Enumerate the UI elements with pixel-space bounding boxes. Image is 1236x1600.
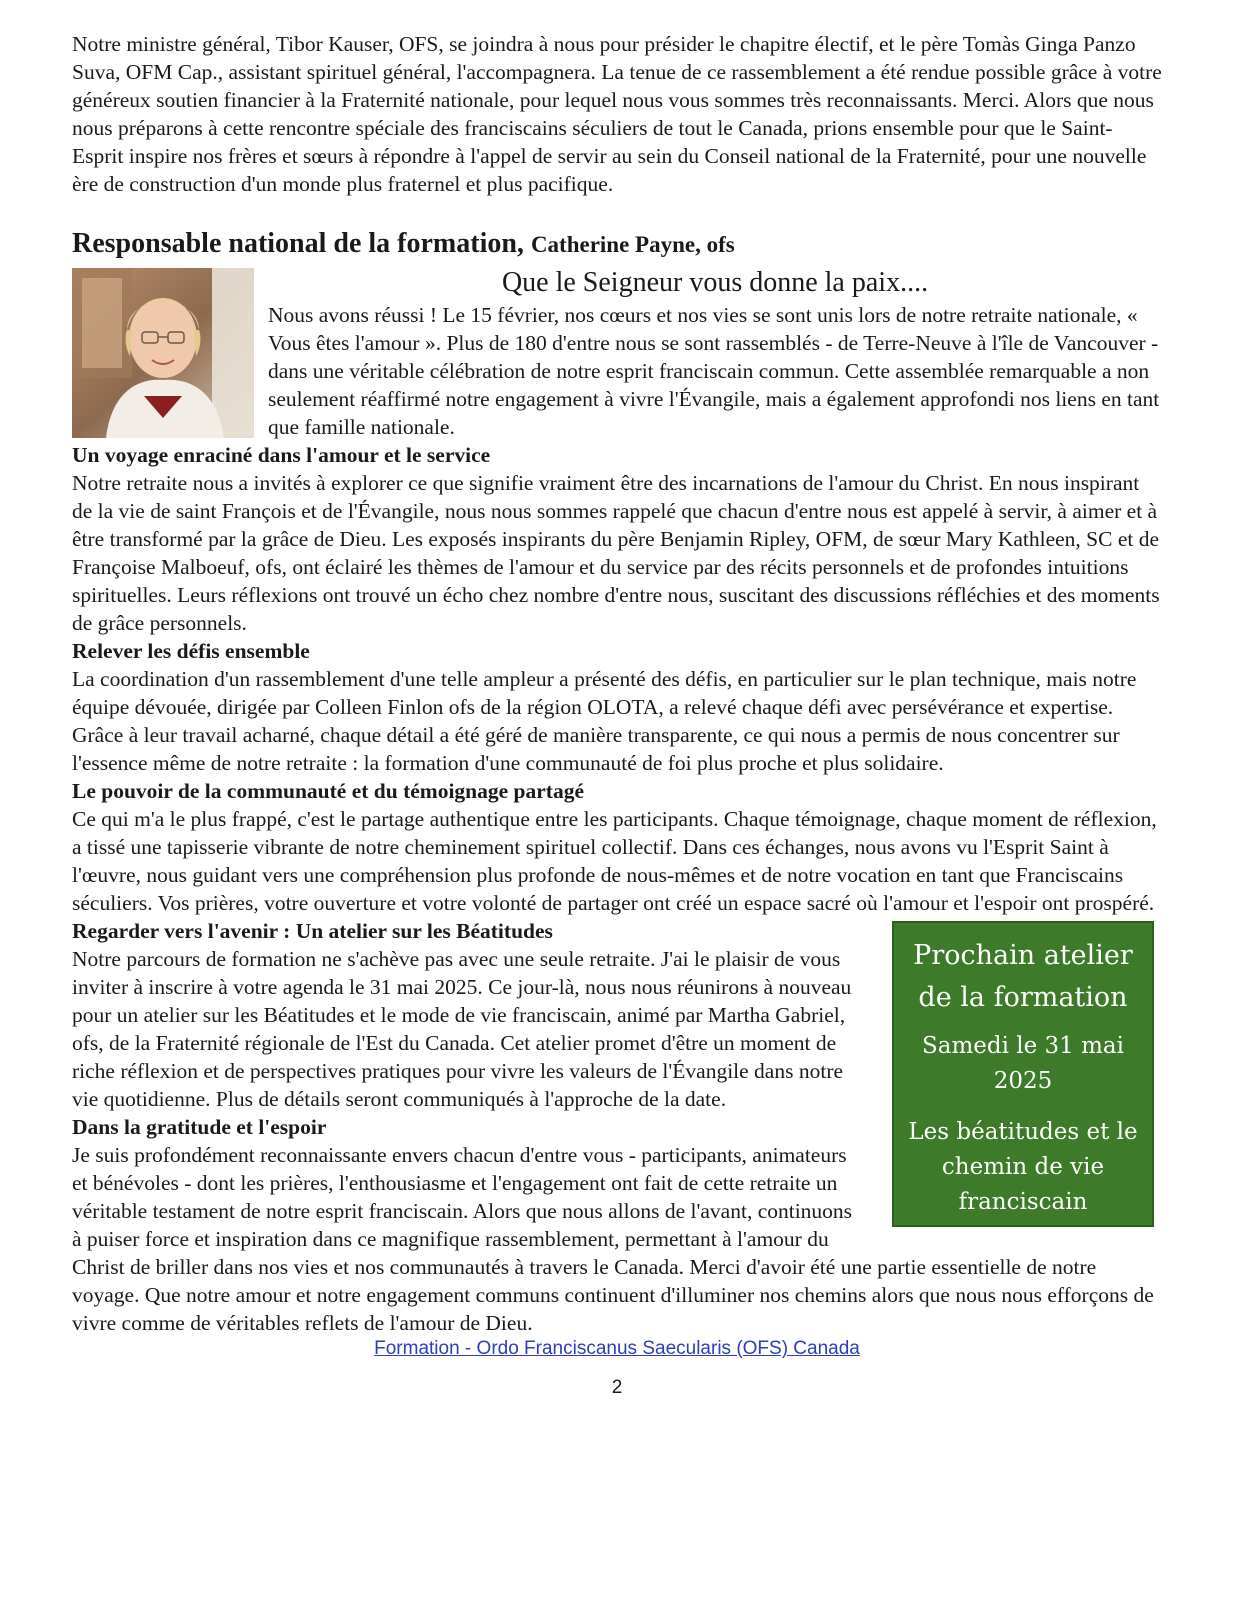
author-portrait-photo — [72, 268, 254, 438]
page-number: 2 — [611, 1377, 623, 1398]
greeting-line: Que le Seigneur vous donne la paix.... — [501, 267, 929, 298]
subsection-text-communaute: Ce qui m'a le plus frappé, c'est le partage authentique entre les participants. Chaque témoignage, chaque moment de réflexion, a tissé une tapisserie vibrante de notre cheminement spirituel collectif. Dans ces échanges, nous avons vu l'Esprit Saint à l'œuvre, nous guidant vers une compréhension plus profonde de nous-mêmes et de notre vocation en tant que Franciscains séculiers. Vos prières, votre ouverture et votre volonté de partager ont créé un espace sacré où l'amour et l'espoir ont prospéré. — [72, 807, 1157, 915]
subsection-text-defis: La coordination d'un rassemblement d'une telle ampleur a présenté des défis, en particulier sur le plan technique, mais notre équipe dévouée, dirigée par Colleen Finlon ofs de la région OLOTA, a relevé chaque défi avec persévérance et expertise. Grâce à leur travail acharné, chaque détail a été géré de manière transparente, ce qui nous a permis de nous concentrer sur l'essence même de notre retraite : la formation d'une communauté de foi plus proche et plus solidaire. — [72, 667, 1137, 775]
callout-title: Prochain atelier de la formation — [913, 940, 1133, 1013]
subsection-heading-gratitude: Dans la gratitude et l'espoir — [72, 1115, 327, 1139]
intro-paragraph: Notre ministre général, Tibor Kauser, OFS, se joindra à nous pour présider le chapitre électif, et le père Tomàs Ginga Panzo Suva, OFM Cap., assistant spirituel général, l'accompagnera. La tenue de ce rassemblement a été rendue possible grâce à votre généreux soutien financier à la Fraternité nationale, pour lequel nous vous sommes très reconnaissants. Merci. Alors que nous nous préparons à cette rencontre spéciale des franciscains séculiers de tout le Canada, prions ensemble pour que le Saint-Esprit inspire nos frères et sœurs à répondre à l'appel de servir au sein du Conseil national de la Fraternité, pour une nouvelle ère de construction d'un monde plus fraternel et plus pacifique. — [72, 32, 1162, 196]
subsection-text-voyage: Notre retraite nous a invités à explorer ce que signifie vraiment être des incarnations de l'amour du Christ. En nous inspirant de la vie de saint François et de l'Évangile, nous nous sommes rappelé que chacun d'entre nous est appelé à servir, à aimer et à être transformé par la grâce de Dieu. Les exposés inspirants du père Benjamin Ripley, OFM, de sœur Mary Kathleen, SC et de Françoise Malboeuf, ofs, ont éclairé les thèmes de l'amour et du service par des récits personnels et de profondes intuitions spirituelles. Leurs réflexions ont trouvé un écho chez nombre d'entre nous, suscitant des discussions réfléchies et des moments de grâce personnels. — [72, 471, 1160, 635]
callout-topic: Les béatitudes et le chemin de vie franciscain — [908, 1119, 1138, 1215]
section-title: Responsable national de la formation, — [72, 228, 524, 259]
callout-date: Samedi le 31 mai 2025 — [921, 1033, 1124, 1094]
subsection-heading-avenir: Regarder vers l'avenir : Un atelier sur les Béatitudes — [72, 919, 553, 943]
workshop-callout-box — [892, 921, 1154, 1227]
document-page — [72, 30, 1162, 1399]
subsection-heading-communaute: Le pouvoir de la communauté et du témoignage partagé — [72, 779, 584, 803]
subsection-text-avenir: Notre parcours de formation ne s'achève pas avec une seule retraite. J'ai le plaisir de vous inviter à inscrire à votre agenda le 31 mai 2025. Ce jour-là, nous nous réunirons à nouveau pour un atelier sur les Béatitudes et le mode de vie franciscain, animé par Martha Gabriel, ofs, de la Fraternité régionale de l'Est du Canada. Cet atelier promet d'être un moment de riche réflexion et de perspectives pratiques pour vivre les valeurs de l'Évangile dans notre vie quotidienne. Plus de détails seront communiqués à l'approche de la date. — [72, 947, 852, 1111]
formation-link[interactable]: Formation - Ordo Franciscanus Saecularis (OFS) Canada — [374, 1338, 860, 1359]
subsection-heading-defis: Relever les défis ensemble — [72, 639, 310, 663]
portrait-intro-block — [72, 265, 1162, 441]
subsection-text-gratitude: Je suis profondément reconnaissante envers chacun d'entre vous - participants, animateurs et bénévoles - dont les prières, l'enthousiasme et l'engagement ont fait de cette retraite un véritable testament de notre esprit franciscain. Alors que nous allons de l'avant, continuons à puiser force et inspiration dans ce magnifique rassemblement, permettant à l'amour du Christ de briller dans nos vies et nos communautés à travers le Canada. Merci d'avoir été une partie essentielle de notre voyage. Que notre amour et notre engagement communs continuent d'illuminer nos chemins alors que nous nous efforçons de vivre comme de véritables reflets de l'amour de Dieu. — [72, 1143, 1154, 1335]
subsection-heading-voyage: Un voyage enraciné dans l'amour et le service — [72, 443, 491, 467]
section-byline: Catherine Payne, ofs — [530, 232, 735, 257]
section-heading — [72, 226, 1162, 263]
opening-paragraph: Nous avons réussi ! Le 15 février, nos cœurs et nos vies se sont unis lors de notre retraite nationale, « Vous êtes l'amour ». Plus de 180 d'entre nous se sont rassemblés - de Terre-Neuve à l'île de Vancouver - dans une véritable célébration de notre esprit franciscain commun. Cette assemblée remarquable a non seulement réaffirmé notre engagement à vivre l'Évangile, mais a également approfondi nos liens en tant que famille nationale. — [268, 303, 1160, 439]
